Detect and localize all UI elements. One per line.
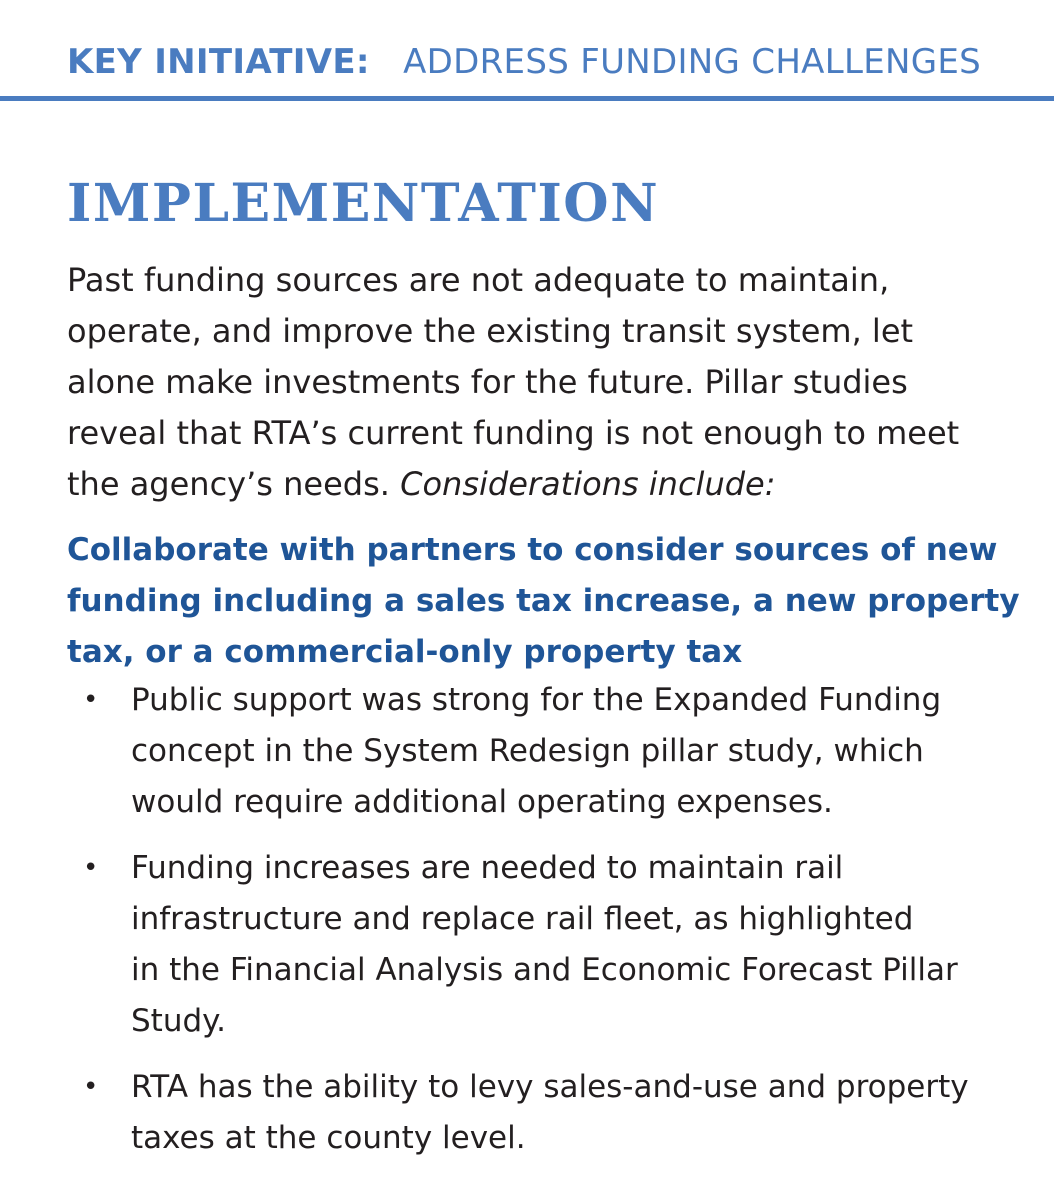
bullet-item <box>67 675 1027 828</box>
bullet-line: Funding increases are needed to maintain rail <box>131 850 844 886</box>
paragraph-line-last <box>67 459 1027 510</box>
paragraph-line: Past funding sources are not adequate to maintain, <box>67 261 890 299</box>
bullet-item <box>67 1062 1027 1164</box>
bullet-line: Public support was strong for the Expanded Funding <box>131 682 942 718</box>
bullet-line: would require additional operating expenses. <box>131 784 833 820</box>
header-title: ADDRESS FUNDING CHALLENGES <box>403 42 982 82</box>
section-title: IMPLEMENTATION <box>67 173 660 234</box>
paragraph-line-text: the agency’s needs. <box>67 465 401 503</box>
paragraph-line: alone make investments for the future. Pillar studies <box>67 363 908 401</box>
header-divider <box>0 96 1054 101</box>
paragraph-line: operate, and improve the existing transit system, let <box>67 312 914 350</box>
considerations-label: Considerations include: <box>400 465 776 503</box>
subhead-line: funding including a sales tax increase, a new property <box>67 583 1020 619</box>
bullet-line: RTA has the ability to levy sales-and-use and property <box>131 1069 969 1105</box>
bullet-line: taxes at the county level. <box>131 1120 526 1156</box>
subhead <box>67 525 1027 678</box>
bullet-list <box>67 675 1027 1164</box>
bullet-item <box>67 843 1027 1047</box>
subhead-line: tax, or a commercial-only property tax <box>67 634 743 670</box>
page-header <box>67 38 981 86</box>
bullet-line: in the Financial Analysis and Economic Forecast Pillar <box>131 952 958 988</box>
bullet-line: infrastructure and replace rail fleet, as highlighted <box>131 901 914 937</box>
header-spacer <box>381 42 392 82</box>
bullet-icon: • <box>83 685 99 715</box>
bullet-line: Study. <box>131 1003 226 1039</box>
header-label: KEY INITIATIVE: <box>67 42 370 82</box>
paragraph-line: reveal that RTA’s current funding is not enough to meet <box>67 414 960 452</box>
subhead-line: Collaborate with partners to consider sources of new <box>67 532 998 568</box>
bullet-icon: • <box>83 853 99 883</box>
bullet-line: concept in the System Redesign pillar study, which <box>131 733 924 769</box>
intro-paragraph <box>67 255 1027 510</box>
bullet-icon: • <box>83 1072 99 1102</box>
